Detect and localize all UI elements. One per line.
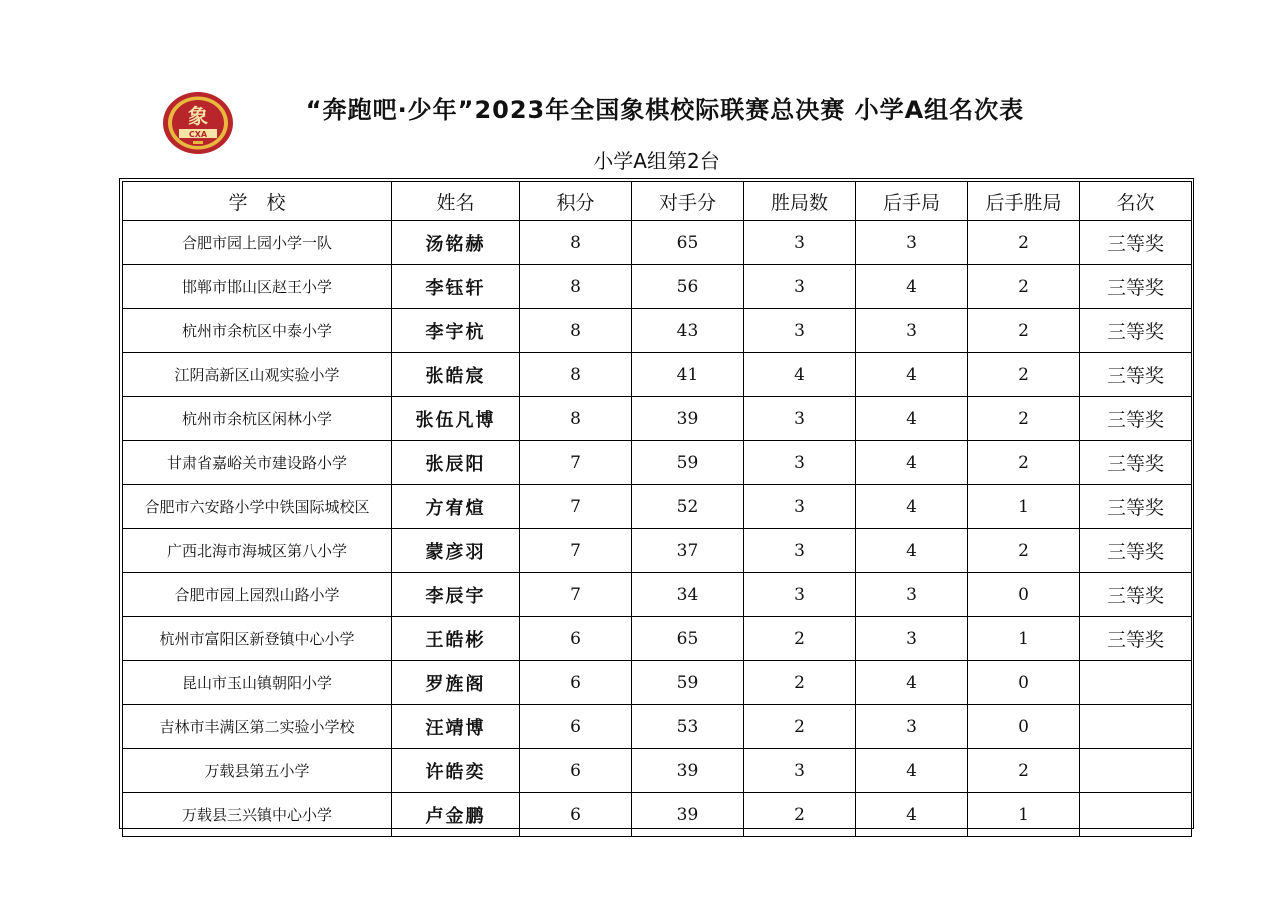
school-cell: 广西北海市海城区第八小学 <box>123 529 392 573</box>
player-name-cell: 李宇杭 <box>392 309 520 353</box>
page-title: “奔跑吧·少年”2023年全国象棋校际联赛总决赛 小学A组名次表 <box>305 96 1025 124</box>
player-name-cell: 汤铭赫 <box>392 221 520 265</box>
wins-cell: 3 <box>744 573 856 617</box>
table-row <box>123 793 1192 837</box>
school-cell: 杭州市富阳区新登镇中心小学 <box>123 617 392 661</box>
header-black-games: 后手局 <box>856 182 968 221</box>
wins-cell: 3 <box>744 397 856 441</box>
table-header-row <box>123 182 1192 221</box>
opponent-score-cell: 59 <box>632 661 744 705</box>
score-cell: 6 <box>520 749 632 793</box>
table-row <box>123 705 1192 749</box>
school-cell: 杭州市余杭区中泰小学 <box>123 309 392 353</box>
award-cell: 三等奖 <box>1080 529 1192 573</box>
logo-glyph: 象 <box>188 104 208 128</box>
player-name-cell: 张伍凡博 <box>392 397 520 441</box>
table-body <box>123 221 1192 837</box>
black-games-cell: 3 <box>856 221 968 265</box>
school-cell: 万载县第五小学 <box>123 749 392 793</box>
black-games-cell: 4 <box>856 441 968 485</box>
school-cell: 合肥市六安路小学中铁国际城校区 <box>123 485 392 529</box>
wins-cell: 3 <box>744 265 856 309</box>
score-cell: 8 <box>520 309 632 353</box>
school-cell: 吉林市丰满区第二实验小学校 <box>123 705 392 749</box>
player-name-cell: 许皓奕 <box>392 749 520 793</box>
score-cell: 6 <box>520 793 632 837</box>
score-cell: 8 <box>520 353 632 397</box>
award-cell: 三等奖 <box>1080 353 1192 397</box>
school-cell: 万载县三兴镇中心小学 <box>123 793 392 837</box>
player-name-cell: 罗旌阁 <box>392 661 520 705</box>
wins-cell: 2 <box>744 661 856 705</box>
school-cell: 昆山市玉山镇朝阳小学 <box>123 661 392 705</box>
score-cell: 6 <box>520 705 632 749</box>
black-games-cell: 3 <box>856 309 968 353</box>
award-cell: 三等奖 <box>1080 397 1192 441</box>
player-name-cell: 方宥煊 <box>392 485 520 529</box>
black-games-cell: 4 <box>856 529 968 573</box>
black-wins-cell: 2 <box>968 309 1080 353</box>
award-cell: 三等奖 <box>1080 485 1192 529</box>
wins-cell: 3 <box>744 529 856 573</box>
score-cell: 8 <box>520 397 632 441</box>
wins-cell: 3 <box>744 485 856 529</box>
header-wins: 胜局数 <box>744 182 856 221</box>
school-cell: 杭州市余杭区闲林小学 <box>123 397 392 441</box>
header-school: 学 校 <box>123 182 392 221</box>
black-wins-cell: 2 <box>968 265 1080 309</box>
award-cell: 三等奖 <box>1080 617 1192 661</box>
table-row <box>123 441 1192 485</box>
opponent-score-cell: 41 <box>632 353 744 397</box>
school-cell: 合肥市园上园烈山路小学 <box>123 573 392 617</box>
award-cell <box>1080 749 1192 793</box>
black-games-cell: 4 <box>856 661 968 705</box>
opponent-score-cell: 65 <box>632 221 744 265</box>
award-cell: 三等奖 <box>1080 309 1192 353</box>
table-row <box>123 529 1192 573</box>
opponent-score-cell: 34 <box>632 573 744 617</box>
black-games-cell: 4 <box>856 353 968 397</box>
wins-cell: 3 <box>744 441 856 485</box>
award-cell <box>1080 793 1192 837</box>
logo-text: CXA <box>188 130 208 139</box>
black-wins-cell: 2 <box>968 397 1080 441</box>
ranking-table <box>122 181 1192 837</box>
award-cell: 三等奖 <box>1080 221 1192 265</box>
table-row <box>123 353 1192 397</box>
school-cell: 邯郸市邯山区赵王小学 <box>123 265 392 309</box>
black-games-cell: 4 <box>856 485 968 529</box>
score-cell: 8 <box>520 265 632 309</box>
player-name-cell: 王皓彬 <box>392 617 520 661</box>
award-cell: 三等奖 <box>1080 265 1192 309</box>
opponent-score-cell: 37 <box>632 529 744 573</box>
opponent-score-cell: 65 <box>632 617 744 661</box>
black-wins-cell: 1 <box>968 793 1080 837</box>
wins-cell: 3 <box>744 309 856 353</box>
score-cell: 7 <box>520 485 632 529</box>
opponent-score-cell: 43 <box>632 309 744 353</box>
black-wins-cell: 2 <box>968 441 1080 485</box>
opponent-score-cell: 39 <box>632 793 744 837</box>
header-black-wins: 后手胜局 <box>968 182 1080 221</box>
black-games-cell: 3 <box>856 617 968 661</box>
score-cell: 6 <box>520 661 632 705</box>
table-row <box>123 397 1192 441</box>
opponent-score-cell: 56 <box>632 265 744 309</box>
table-row <box>123 485 1192 529</box>
player-name-cell: 张辰阳 <box>392 441 520 485</box>
score-cell: 8 <box>520 221 632 265</box>
header-score: 积分 <box>520 182 632 221</box>
wins-cell: 2 <box>744 617 856 661</box>
player-name-cell: 卢金鹏 <box>392 793 520 837</box>
black-wins-cell: 2 <box>968 221 1080 265</box>
wins-cell: 3 <box>744 749 856 793</box>
award-cell: 三等奖 <box>1080 441 1192 485</box>
wins-cell: 3 <box>744 221 856 265</box>
black-games-cell: 4 <box>856 749 968 793</box>
table-row <box>123 265 1192 309</box>
player-name-cell: 李辰宇 <box>392 573 520 617</box>
wins-cell: 2 <box>744 793 856 837</box>
school-cell: 甘肃省嘉峪关市建设路小学 <box>123 441 392 485</box>
black-wins-cell: 2 <box>968 749 1080 793</box>
award-cell <box>1080 705 1192 749</box>
black-wins-cell: 2 <box>968 529 1080 573</box>
black-games-cell: 3 <box>856 705 968 749</box>
header-rank: 名次 <box>1080 182 1192 221</box>
black-wins-cell: 1 <box>968 617 1080 661</box>
black-games-cell: 4 <box>856 793 968 837</box>
black-wins-cell: 0 <box>968 661 1080 705</box>
school-cell: 江阴高新区山观实验小学 <box>123 353 392 397</box>
player-name-cell: 张皓宸 <box>392 353 520 397</box>
black-games-cell: 3 <box>856 573 968 617</box>
wins-cell: 2 <box>744 705 856 749</box>
opponent-score-cell: 39 <box>632 749 744 793</box>
score-cell: 7 <box>520 441 632 485</box>
award-cell: 三等奖 <box>1080 573 1192 617</box>
black-wins-cell: 1 <box>968 485 1080 529</box>
table-row <box>123 309 1192 353</box>
player-name-cell: 汪靖博 <box>392 705 520 749</box>
black-games-cell: 4 <box>856 265 968 309</box>
award-cell <box>1080 661 1192 705</box>
player-name-cell: 李钰轩 <box>392 265 520 309</box>
header-name: 姓名 <box>392 182 520 221</box>
table-row <box>123 617 1192 661</box>
table-row <box>123 749 1192 793</box>
black-wins-cell: 0 <box>968 573 1080 617</box>
opponent-score-cell: 59 <box>632 441 744 485</box>
header-opponent-score: 对手分 <box>632 182 744 221</box>
opponent-score-cell: 53 <box>632 705 744 749</box>
opponent-score-cell: 39 <box>632 397 744 441</box>
black-wins-cell: 2 <box>968 353 1080 397</box>
school-cell: 合肥市园上园小学一队 <box>123 221 392 265</box>
wins-cell: 4 <box>744 353 856 397</box>
opponent-score-cell: 52 <box>632 485 744 529</box>
black-wins-cell: 0 <box>968 705 1080 749</box>
table-subtitle: 小学A组第2台 <box>593 149 720 173</box>
player-name-cell: 蒙彦羽 <box>392 529 520 573</box>
score-cell: 6 <box>520 617 632 661</box>
table-row <box>123 661 1192 705</box>
table-row <box>123 221 1192 265</box>
ranking-table-frame <box>119 178 1194 829</box>
black-games-cell: 4 <box>856 397 968 441</box>
score-cell: 7 <box>520 529 632 573</box>
score-cell: 7 <box>520 573 632 617</box>
table-row <box>123 573 1192 617</box>
